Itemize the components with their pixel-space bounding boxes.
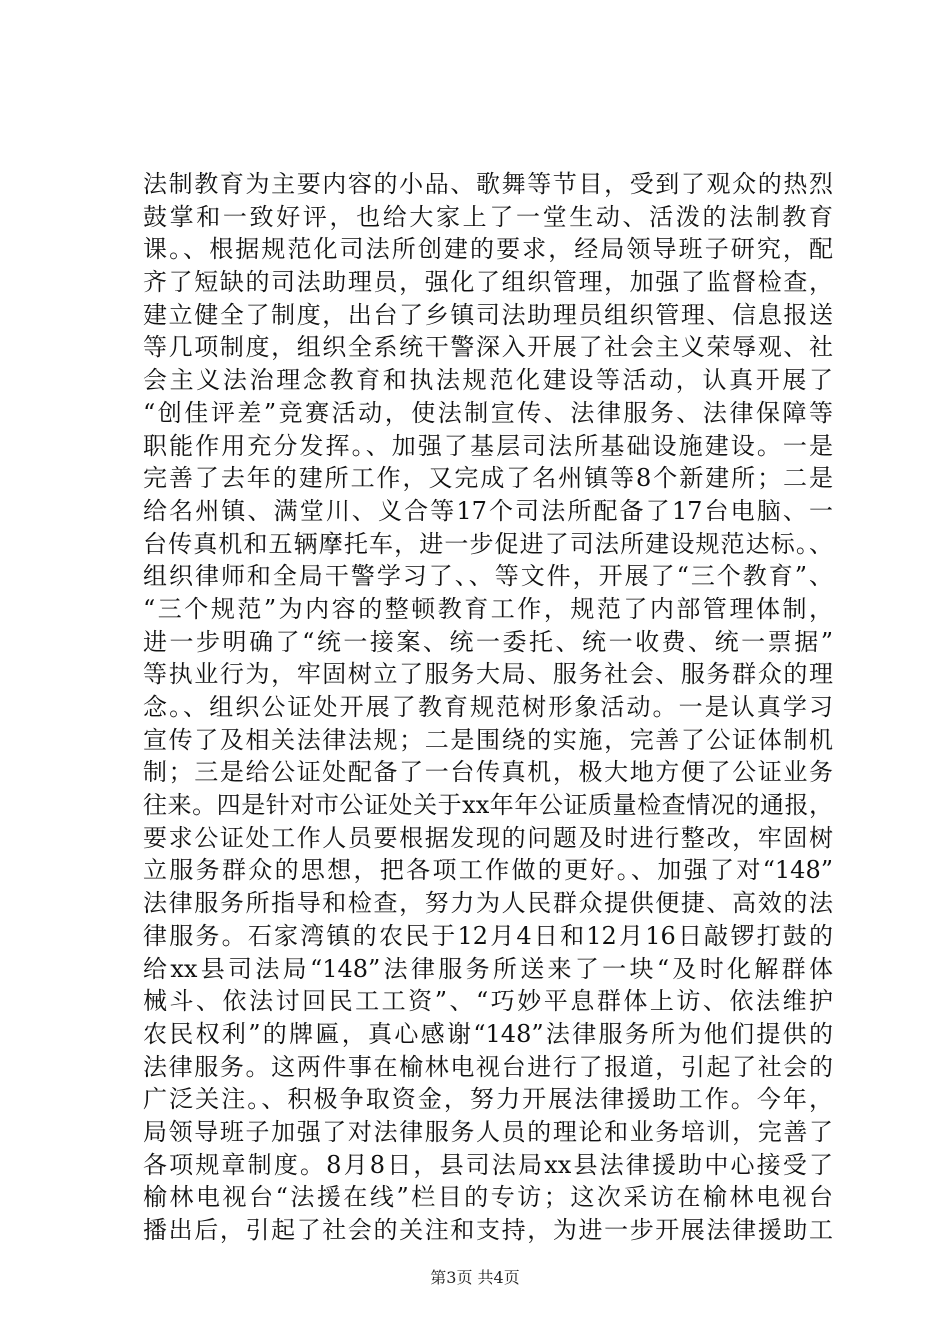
- page-footer: 第3页 共4页: [430, 1268, 520, 1287]
- text-line: 职能作用充分发挥。、加强了基层司法所基础设施建设。一是: [143, 431, 833, 460]
- text-line: 律服务。石家湾镇的农民于12月4日和12月16日敲锣打鼓的: [143, 921, 833, 950]
- text-line: “创佳评差”竞赛活动，使法制宣传、法律服务、法律保障等: [143, 398, 833, 427]
- text-line: 鼓掌和一致好评，也给大家上了一堂生动、活泼的法制教育: [143, 202, 833, 231]
- text-line: 念。、组织公证处开展了教育规范树形象活动。一是认真学习: [143, 693, 833, 721]
- text-line: 等几项制度，组织全系统干警深入开展了社会主义荣辱观、社: [143, 333, 833, 362]
- body-text: [143, 168, 833, 1247]
- text-line: 法律服务所指导和检查，努力为人民群众提供便捷、高效的法: [143, 889, 833, 918]
- text-line: “三个规范”为内容的整顿教育工作，规范了内部管理体制，: [143, 594, 833, 623]
- text-line: 局领导班子加强了对法律服务人员的理论和业务培训，完善了: [143, 1117, 833, 1146]
- text-line: 播出后，引起了社会的关注和支持，为进一步开展法律援助工: [143, 1216, 833, 1244]
- text-line: 给xx县司法局“148”法律服务所送来了一块“及时化解群体: [143, 954, 833, 983]
- text-line: 要求公证处工作人员要根据发现的问题及时进行整改，牢固树: [143, 823, 833, 852]
- text-line: 完善了去年的建所工作，又完成了名州镇等8个新建所；二是: [143, 464, 833, 493]
- text-line: 农民权利”的牌匾，真心感谢“148”法律服务所为他们提供的: [143, 1019, 833, 1048]
- text-line: 课。、根据规范化司法所创建的要求，经局领导班子研究，配: [143, 235, 833, 264]
- text-line: 制；三是给公证处配备了一台传真机，极大地方便了公证业务: [143, 758, 833, 787]
- text-line: 会主义法治理念教育和执法规范化建设等活动，认真开展了: [143, 366, 833, 395]
- text-line: 械斗、依法讨回民工工资”、“巧妙平息群体上访、依法维护: [143, 987, 833, 1016]
- text-line: 组织律师和全局干警学习了、、等文件，开展了“三个教育”、: [143, 562, 833, 591]
- text-line: 法律服务。这两件事在榆林电视台进行了报道，引起了社会的: [143, 1052, 833, 1081]
- text-line: 立服务群众的思想，把各项工作做的更好。、加强了对“148”: [143, 856, 833, 885]
- text-line: 往来。四是针对市公证处关于xx年年公证质量检查情况的通报，: [143, 791, 833, 820]
- text-line: 进一步明确了“统一接案、统一委托、统一收费、统一票据”: [143, 627, 833, 656]
- text-line: 榆林电视台“法援在线”栏目的专访；这次采访在榆林电视台: [143, 1183, 833, 1212]
- text-line: 台传真机和五辆摩托车，进一步促进了司法所建设规范达标。、: [143, 529, 833, 558]
- text-line: 给名州镇、满堂川、义合等17个司法所配备了17台电脑、一: [143, 496, 833, 525]
- text-line: 建立健全了制度，出台了乡镇司法助理员组织管理、信息报送: [143, 300, 833, 329]
- text-line: 齐了短缺的司法助理员，强化了组织管理，加强了监督检查，: [143, 268, 833, 297]
- text-line: 等执业行为，牢固树立了服务大局、服务社会、服务群众的理: [143, 660, 833, 689]
- text-line: 各项规章制度。8月8日，县司法局xx县法律援助中心接受了: [143, 1150, 833, 1179]
- text-line: 宣传了及相关法律法规；二是围绕的实施，完善了公证体制机: [143, 725, 833, 754]
- text-line: 法制教育为主要内容的小品、歌舞等节目，受到了观众的热烈: [143, 170, 833, 198]
- text-line: 广泛关注。、积极争取资金，努力开展法律援助工作。今年，: [143, 1085, 833, 1114]
